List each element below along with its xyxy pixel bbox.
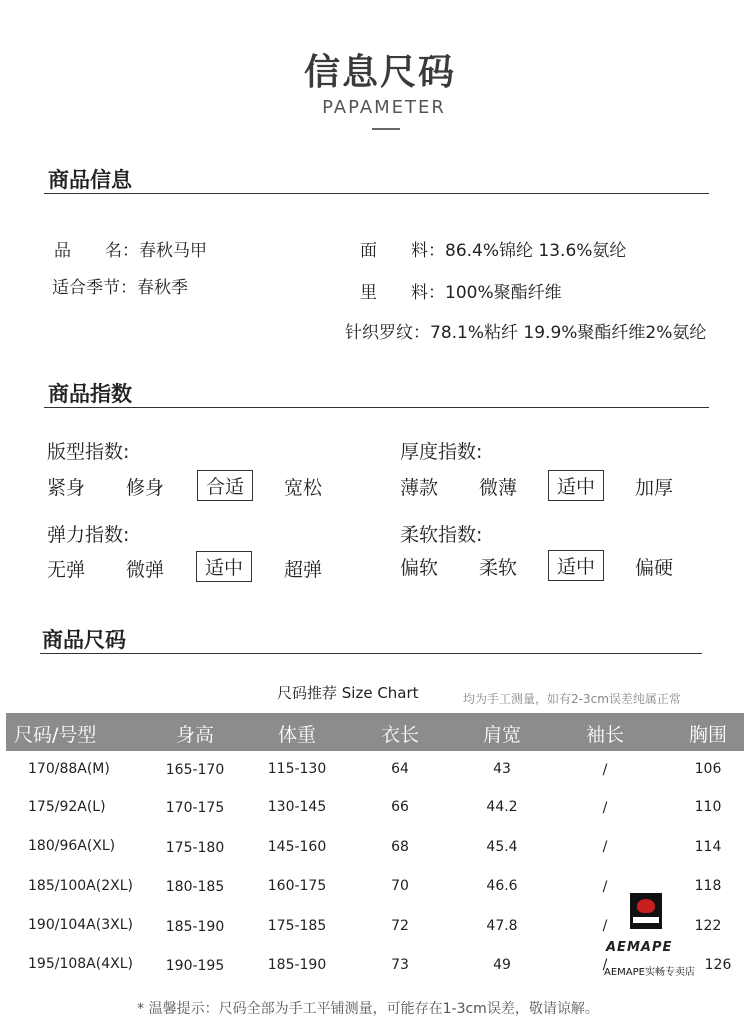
table-cell: 180-185 (165, 879, 225, 895)
table-cell: 66 (391, 799, 409, 815)
table-cell: 68 (391, 839, 409, 855)
index-option: 无弹 (47, 559, 86, 581)
column-header-size: 尺码/号型 (14, 724, 97, 746)
info-lining (360, 278, 562, 303)
index-option-selected: 适中 (548, 470, 604, 501)
brand-logo-icon (630, 893, 662, 929)
section-title-product-info: 商品信息 (48, 168, 132, 192)
column-header-height: 身高 (175, 724, 214, 746)
table-cell: 175/92A(L) (28, 799, 106, 815)
section-divider (44, 407, 709, 408)
table-cell: 170-175 (165, 800, 225, 816)
table-cell: 115-130 (267, 761, 327, 777)
table-cell: 185-190 (267, 957, 327, 973)
section-divider (44, 193, 709, 194)
index-option: 偏硬 (635, 557, 674, 579)
table-cell: 165-170 (165, 762, 225, 778)
index-option: 宽松 (284, 477, 323, 499)
table-cell: 160-175 (267, 878, 327, 894)
table-cell: / (602, 879, 608, 895)
index-option: 修身 (126, 477, 165, 499)
info-season (52, 273, 188, 298)
table-cell: 195/108A(4XL) (28, 956, 133, 972)
table-cell: 130-145 (267, 799, 327, 815)
index-option: 柔软 (479, 557, 518, 579)
table-cell: 190-195 (165, 958, 225, 974)
column-header-shoulder: 肩宽 (482, 724, 521, 746)
size-chart-title: 尺码推荐 Size Chart (277, 684, 419, 702)
table-cell: 45.4 (486, 839, 518, 855)
table-cell: / (602, 957, 608, 973)
info-name-label: 品 名： (54, 241, 139, 261)
page-subtitle: PAPAMETER (322, 97, 446, 118)
index-option: 微薄 (479, 477, 518, 499)
info-name-value: 春秋马甲 (139, 241, 207, 261)
table-cell: 106 (694, 761, 722, 777)
footer-tip: * 温馨提示：尺码全部为手工平铺测量，可能存在1-3cm误差，敬请谅解。 (137, 1001, 599, 1017)
table-cell: 70 (391, 878, 409, 894)
index-label-elasticity: 弹力指数: (47, 524, 130, 546)
info-fabric-value: 86.4%锦纶 13.6%氨纶 (445, 241, 627, 261)
column-header-sleeve: 袖长 (585, 724, 624, 746)
column-header-length: 衣长 (380, 724, 419, 746)
table-cell: 145-160 (267, 839, 327, 855)
table-cell: 118 (694, 878, 722, 894)
table-cell: 49 (493, 957, 511, 973)
index-label-fit: 版型指数: (47, 441, 130, 463)
info-fabric-label: 面 料： (360, 241, 445, 261)
table-cell: 114 (694, 839, 722, 855)
table-cell: 46.6 (486, 878, 518, 894)
brand-logo-text: AEMAPE (606, 940, 673, 955)
info-fabric (360, 236, 626, 261)
index-option: 加厚 (635, 477, 674, 499)
table-cell: / (602, 918, 608, 934)
info-rib-value: 78.1%粘纤 19.9%聚酯纤维2%氨纶 (430, 323, 707, 343)
table-cell: / (602, 839, 608, 855)
info-season-value: 春秋季 (137, 278, 188, 298)
logo-emblem (637, 899, 655, 913)
table-cell: 185-190 (165, 919, 225, 935)
info-rib-label: 针织罗纹： (345, 323, 430, 343)
table-cell: 110 (694, 799, 722, 815)
info-season-label: 适合季节： (52, 278, 137, 298)
logo-base (633, 917, 659, 923)
brand-shop-name: AEMAPE实畅专卖店 (604, 967, 695, 978)
index-option-selected: 合适 (197, 470, 253, 501)
index-option: 薄款 (400, 477, 439, 499)
title-divider (372, 128, 400, 130)
info-lining-label: 里 料： (360, 283, 445, 303)
index-option: 紧身 (47, 477, 86, 499)
table-cell: 72 (391, 918, 409, 934)
section-title-size: 商品尺码 (42, 628, 126, 652)
section-title-product-index: 商品指数 (48, 382, 132, 406)
page-title: 信息尺码 (303, 52, 456, 93)
table-cell: 175-180 (165, 840, 225, 856)
column-header-weight: 体重 (277, 724, 316, 746)
index-option-selected: 适中 (196, 551, 252, 582)
table-cell: 73 (391, 957, 409, 973)
table-cell: 64 (391, 761, 409, 777)
index-option: 超弹 (284, 559, 323, 581)
table-cell: 122 (694, 918, 722, 934)
table-cell: 185/100A(2XL) (28, 878, 133, 894)
table-cell: / (602, 800, 608, 816)
column-header-chest: 胸围 (688, 724, 727, 746)
index-option: 微弹 (126, 559, 165, 581)
table-cell: / (602, 762, 608, 778)
index-option-selected: 适中 (548, 550, 604, 581)
table-cell: 44.2 (486, 799, 518, 815)
table-cell: 47.8 (486, 918, 518, 934)
info-rib (345, 318, 706, 343)
table-cell: 126 (704, 957, 732, 973)
index-label-thickness: 厚度指数: (400, 441, 483, 463)
table-cell: 170/88A(M) (28, 761, 110, 777)
section-divider (40, 653, 702, 654)
info-name (54, 236, 207, 261)
index-label-softness: 柔软指数: (400, 524, 483, 546)
table-cell: 190/104A(3XL) (28, 917, 133, 933)
table-cell: 180/96A(XL) (28, 838, 116, 854)
info-lining-value: 100%聚酯纤维 (445, 283, 562, 303)
size-chart-note: 均为手工测量，如有2-3cm误差纯属正常 (463, 692, 681, 706)
table-cell: 175-185 (267, 918, 327, 934)
index-option: 偏软 (400, 557, 439, 579)
table-cell: 43 (493, 761, 511, 777)
